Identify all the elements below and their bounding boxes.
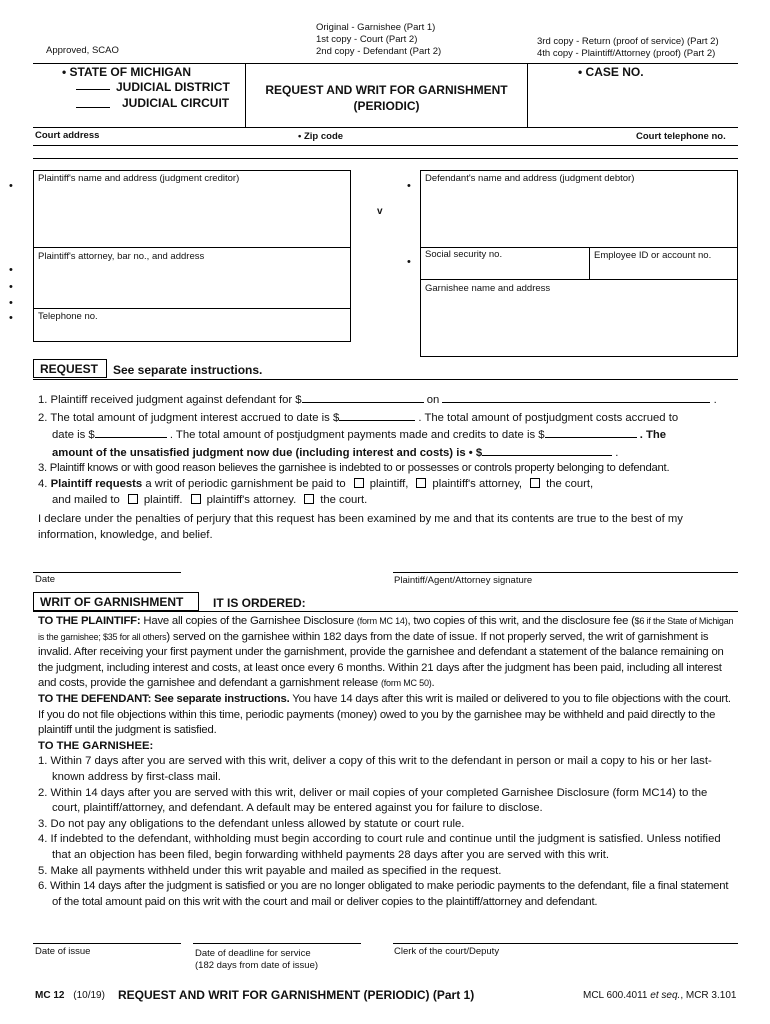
form-number: MC 12 — [35, 990, 65, 1001]
checkbox-mail-court[interactable] — [304, 494, 314, 504]
clerk-label: Clerk of the court/Deputy — [394, 946, 500, 957]
title-line2: (PERIODIC) — [353, 99, 420, 113]
plaintiff-text-c: ) served on the garnishee within 182 days from the date of issue. If not properly served, the writ of garnishment is invalid. After receiving your first payment under the garnishment, provide the garnishee and defendant a statement of the balance remaining on the judgment, including interest and costs, at least once every 6 months. Within 21 days after the judgment has been paid, including all interest and costs, provide the garnishee and defendant a garnishment release — [38, 630, 724, 690]
circuit-blank[interactable] — [76, 107, 110, 108]
state-heading: • STATE OF MICHIGAN — [62, 65, 192, 79]
signature-label: Plaintiff/Agent/Attorney signature — [394, 575, 533, 586]
case-no-label: • CASE NO. — [578, 65, 644, 79]
footer-title: REQUEST AND WRIT FOR GARNISHMENT (PERIODIC) (Part 1) — [118, 988, 475, 1002]
title-line1: REQUEST AND WRIT FOR GARNISHMENT — [265, 83, 508, 97]
item4-text: a writ of periodic garnishment be paid to — [145, 477, 346, 490]
plaintiff-fee: $6 if the State of Michigan is the garnishee; $35 for all others — [38, 616, 734, 642]
writ-body — [38, 614, 738, 910]
footer-citation — [583, 990, 736, 1001]
item4-bold: Plaintiff requests — [50, 477, 143, 490]
ssn-label: Social security no. — [425, 249, 503, 260]
plaintiff-form2: (form MC 50) — [380, 678, 432, 689]
bullet: • — [9, 312, 13, 324]
opt-court: the court, — [546, 477, 594, 490]
mcl: MCL 600.4011 — [583, 990, 648, 1001]
request-item-2c: amount of the unsatisfied judgment now due (including interest and costs) is • $ . — [38, 444, 738, 462]
bullet: • — [407, 256, 411, 268]
bullet: • — [9, 297, 13, 309]
checkbox-paid-attorney[interactable] — [416, 478, 426, 488]
form-revision: (10/19) — [73, 990, 105, 1001]
telephone-label: Telephone no. — [38, 311, 98, 322]
mcr: , MCR 3.101 — [680, 990, 737, 1001]
request-instructions: See separate instructions. — [113, 363, 263, 377]
employee-id-label: Employee ID or account no. — [594, 250, 712, 261]
defendant-box[interactable] — [420, 170, 738, 357]
request-item-4a — [38, 477, 738, 493]
plaintiff-text-b: , two copies of this writ, and the disclosure fee ( — [407, 615, 635, 627]
item2-text-a: 2. The total amount of judgment interest accrued to date is $ — [38, 411, 340, 424]
deadline-text: Date of deadline for service — [195, 948, 311, 959]
zip-code-label: • Zip code — [298, 131, 344, 142]
footer-form — [35, 990, 105, 1001]
garnishee-item-5: 5. Make all payments withheld under this writ payable and mailed as specified in the request. — [38, 864, 502, 877]
court-telephone-label: Court telephone no. — [636, 131, 726, 142]
checkbox-paid-court[interactable] — [530, 478, 540, 488]
bullet: • — [9, 281, 13, 293]
request-item-3: 3. Plaintiff knows or with good reason believes the garnishee is indebted to or possesses or controls property belonging to defendant. — [38, 462, 670, 475]
item4-num: 4. — [38, 477, 48, 490]
attorney-box[interactable] — [33, 247, 351, 342]
it-is-ordered: IT IS ORDERED: — [213, 596, 306, 610]
item1-text: 1. Plaintiff received judgment against defendant for $ — [38, 394, 302, 406]
checkbox-mail-plaintiff[interactable] — [128, 494, 138, 504]
date-line[interactable] — [33, 572, 181, 573]
item2-text-f: amount of the unsatisfied judgment now due (including interest and costs) is — [52, 446, 466, 459]
bullet: • — [9, 180, 13, 192]
dist-copy3: 3rd copy - Return (proof of service) (Part 2) — [537, 36, 719, 47]
judicial-district: JUDICIAL DISTRICT — [116, 80, 230, 94]
plaintiff-form: (form MC 14) — [356, 616, 408, 626]
deadline-label — [195, 948, 318, 972]
distribution-left — [316, 22, 441, 58]
item2-text-c: date is $ — [52, 429, 95, 442]
declaration: I declare under the penalties of perjury that this request has been examined by me and that its contents are true to the best of my information, knowledge, and belief. — [38, 513, 683, 541]
deadline-line[interactable] — [193, 943, 361, 944]
clerk-line[interactable] — [393, 943, 738, 944]
district-blank[interactable] — [76, 89, 110, 90]
request-items — [38, 391, 738, 543]
judgment-date-field[interactable] — [442, 391, 710, 403]
date-of-issue-label: Date of issue — [35, 946, 91, 957]
opt-attorney: plaintiff's attorney, — [432, 477, 523, 490]
checkbox-mail-attorney[interactable] — [191, 494, 201, 504]
form-title — [246, 82, 527, 114]
checkbox-paid-plaintiff[interactable] — [354, 478, 364, 488]
item2-text-b: . The total amount of postjudgment costs accrued to — [418, 411, 679, 424]
distribution-right — [537, 36, 719, 60]
judicial-circuit: JUDICIAL CIRCUIT — [122, 96, 230, 110]
plaintiff-head: TO THE PLAINTIFF: — [38, 615, 141, 627]
zip-text: Zip code — [303, 131, 344, 142]
request-item-1 — [38, 391, 738, 409]
to-garnishee: TO THE GARNISHEE: — [38, 739, 154, 752]
item2-text-g: $ — [475, 446, 483, 459]
defendant-label: Defendant's name and address (judgment debtor) — [425, 173, 635, 184]
dist-original: Original - Garnishee (Part 1) — [316, 22, 436, 33]
opt-court2: the court. — [320, 493, 368, 506]
plaintiff-end: . — [431, 677, 435, 690]
request-tab: REQUEST — [33, 359, 107, 378]
garnishee-item-2: 2. Within 14 days after you are served with this writ, deliver or mail copies of your completed Garnishee Disclosure (form MC14) to the court, plaintiff/attorney, and defendant. A default may be entered against you for failure to disclose. — [38, 786, 708, 815]
item1-end: . — [713, 394, 717, 406]
dist-copy4: 4th copy - Plaintiff/Attorney (proof) (Part 2) — [537, 48, 716, 59]
request-item-2a — [38, 409, 738, 427]
case-no-field[interactable] — [530, 80, 735, 124]
approved-scao: Approved, SCAO — [46, 45, 119, 56]
to-defendant — [38, 692, 738, 739]
court-address-label: Court address — [35, 130, 100, 141]
deadline-note: (182 days from date of issue) — [195, 960, 319, 971]
defendant-head: TO THE DEFENDANT: See separate instructions. — [38, 692, 290, 705]
defendant-text: You have 14 days after this writ is mailed or delivered to you to file objections with the court. If you do not file objections within this time, periodic payments (money) owed to you by the garnishee may be withheld and paid directly to the plaintiff until the judgment is satisfied. — [38, 692, 731, 737]
date-label: Date — [35, 574, 56, 585]
request-item-2b — [38, 426, 738, 444]
request-item-4b — [38, 493, 738, 509]
garnishee-item-6: 6. Within 14 days after the judgment is satisfied or you are no longer obligated to make periodic payments to the defendant, file a final statement of the total amount paid on this writ with the court and mail or deliver copies to the plaintiff/attorney and defendant. — [38, 880, 729, 908]
case-no-text: CASE NO. — [585, 65, 644, 79]
date-of-issue-line[interactable] — [33, 943, 181, 944]
bullet: • — [407, 180, 411, 192]
plaintiff-text-a: Have all copies of the Garnishee Disclosure — [143, 615, 354, 627]
versus: v — [377, 206, 383, 217]
plaintiff-box[interactable] — [33, 170, 351, 248]
dist-copy2: 2nd copy - Defendant (Part 2) — [316, 46, 442, 57]
opt-plaintiff2: plaintiff. — [143, 493, 183, 506]
mailed-to: and mailed to — [52, 493, 120, 506]
attorney-label: Plaintiff's attorney, bar no., and address — [38, 251, 205, 262]
costs-field[interactable] — [95, 426, 167, 438]
opt-attorney2: plaintiff's attorney. — [206, 493, 297, 506]
to-plaintiff — [38, 614, 738, 692]
garnishee-item-1: 1. Within 7 days after you are served with this writ, deliver a copy of this writ to the defendant in person or mail a copy to his or her last-known address by first-class mail. — [38, 755, 712, 783]
et-seq: et seq. — [650, 990, 681, 1001]
dist-copy1: 1st copy - Court (Part 2) — [316, 34, 418, 45]
state-of-michigan: STATE OF MICHIGAN — [69, 65, 192, 79]
bullet: • — [9, 264, 13, 276]
signature-line[interactable] — [393, 572, 738, 573]
unsatisfied-amount-field[interactable] — [482, 444, 612, 456]
judgment-amount-field[interactable] — [302, 391, 424, 403]
item1-on: on — [426, 394, 440, 406]
garnishee-item-3: 3. Do not pay any obligations to the defendant unless allowed by statute or court rule. — [38, 817, 465, 830]
interest-field[interactable] — [339, 409, 415, 421]
garnishee-item-4: 4. If indebted to the defendant, withholding must begin according to court rule and continue until the judgment is satisfied. Unless notified that an objection has been filed, begin forwarding withheld payments 28 days after you are served with this writ. — [38, 833, 721, 861]
item2-end: . — [615, 446, 619, 459]
payments-field[interactable] — [545, 426, 637, 438]
plaintiff-label: Plaintiff's name and address (judgment creditor) — [38, 173, 240, 184]
item2-text-d: . The total amount of postjudgment payments made and credits to date is $ — [169, 429, 545, 442]
item2-text-e: . The — [639, 429, 667, 442]
writ-tab: WRIT OF GARNISHMENT — [33, 592, 199, 611]
opt-plaintiff: plaintiff, — [369, 477, 409, 490]
garnishee-label: Garnishee name and address — [425, 283, 551, 294]
